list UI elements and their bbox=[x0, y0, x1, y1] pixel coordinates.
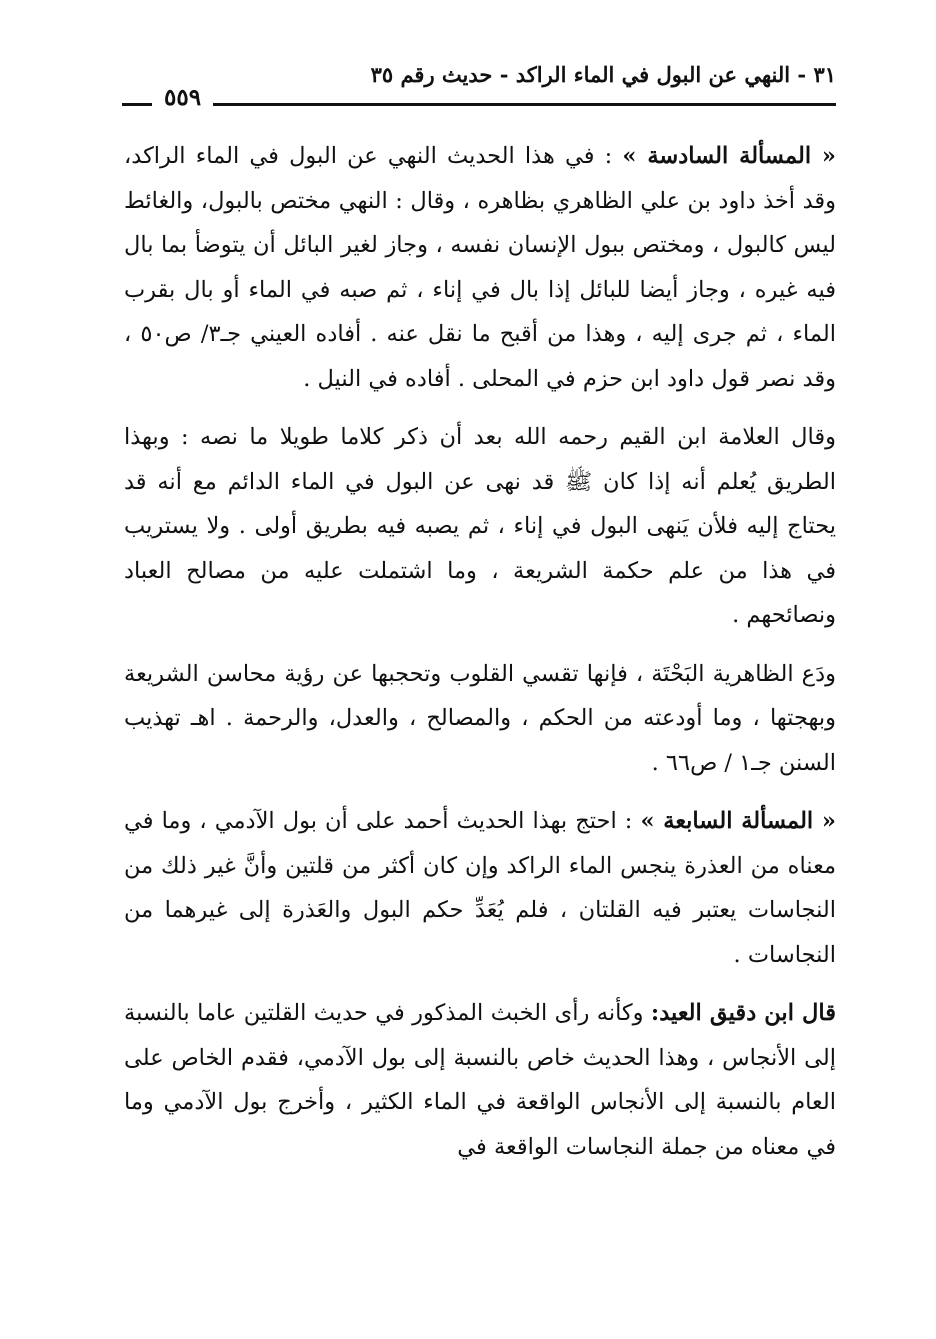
paragraph-issue-seven bbox=[124, 799, 836, 977]
header-rule bbox=[122, 103, 836, 106]
issue-seven-label: « المسألة السابعة » bbox=[640, 808, 836, 834]
ibn-daqiq-text: وكأنه رأى الخبث المذكور في حديث القلتين عاما بالنسبة إلى الأنجاس ، وهذا الحديث خاص بالنسبة إلى بول الآدمي، فقدم الخاص على العام بالنسبة إلى الأنجاس الواقعة في الماء الكثير ، وأخرج بول الآدمي وما في معناه من جملة النجاسات الواقعة في bbox=[124, 1000, 836, 1160]
paragraph-issue-six bbox=[124, 134, 836, 401]
page-number: ٥٥٩ bbox=[152, 84, 213, 111]
issue-seven-text: : احتج بهذا الحديث أحمد على أن بول الآدمي ، وما في معناه من العذرة ينجس الماء الراكد وإن كان أكثر من قلتين وأنَّ غير ذلك من النجاسات يعتبر فيه القلتان ، فلم يُعَدِّ حكم البول والعَذرة إلى غيرهما من النجاسات . bbox=[124, 808, 836, 968]
zahiriyya-text: ودَع الظاهرية البَحْتَة ، فإنها تقسي القلوب وتحجبها عن رؤية محاسن الشريعة وبهجتها ، وما أودعته من الحكم ، والمصالح ، والعدل، والرحمة . اهـ تهذيب السنن جـ١ / ص٦٦ . bbox=[124, 660, 836, 776]
ibn-daqiq-label: قال ابن دقيق العيد: bbox=[650, 1000, 836, 1026]
body-text bbox=[124, 134, 836, 1183]
ibn-qayyim-text: وقال العلامة ابن القيم رحمه الله بعد أن ذكر كلاما طويلا ما نصه : وبهذا الطريق يُعلم أنه إذا كان ﷺ قد نهى عن البول في الماء الدائم مع أنه قد يحتاج إليه فلأن يَنهى البول في إناء ، ثم يصبه فيه بطريق أولى . ولا يستريب في هذا من علم حكمة الشريعة ، وما اشتملت عليه من مصالح العباد ونصائحهم . bbox=[124, 424, 836, 628]
paragraph-ibn-daqiq bbox=[124, 991, 836, 1169]
issue-six-text: : في هذا الحديث النهي عن البول في الماء الراكد، وقد أخذ داود بن علي الظاهري بظاهره ، وقال : النهي مختص بالبول، والغائط ليس كالبول ، ومختص ببول الإنسان نفسه ، وجاز لغير البائل أن يتوضأ بما بال فيه غيره ، وجاز أيضا للبائل إذا بال في إناء ، ثم صبه في الماء أو بال بقرب الماء ، ثم جرى إليه ، وهذا من أقبح ما نقل عنه . أفاده العيني جـ٣/ ص٥٠ ، وقد نصر قول داود ابن حزم في المحلى . أفاده في النيل . bbox=[124, 143, 837, 392]
paragraph-ibn-qayyim bbox=[124, 415, 836, 638]
running-header: ٣١ - النهي عن البول في الماء الراكد - حديث رقم ٣٥ bbox=[370, 62, 836, 87]
issue-six-label: « المسألة السادسة » bbox=[622, 143, 836, 169]
paragraph-zahiriyya bbox=[124, 652, 836, 786]
